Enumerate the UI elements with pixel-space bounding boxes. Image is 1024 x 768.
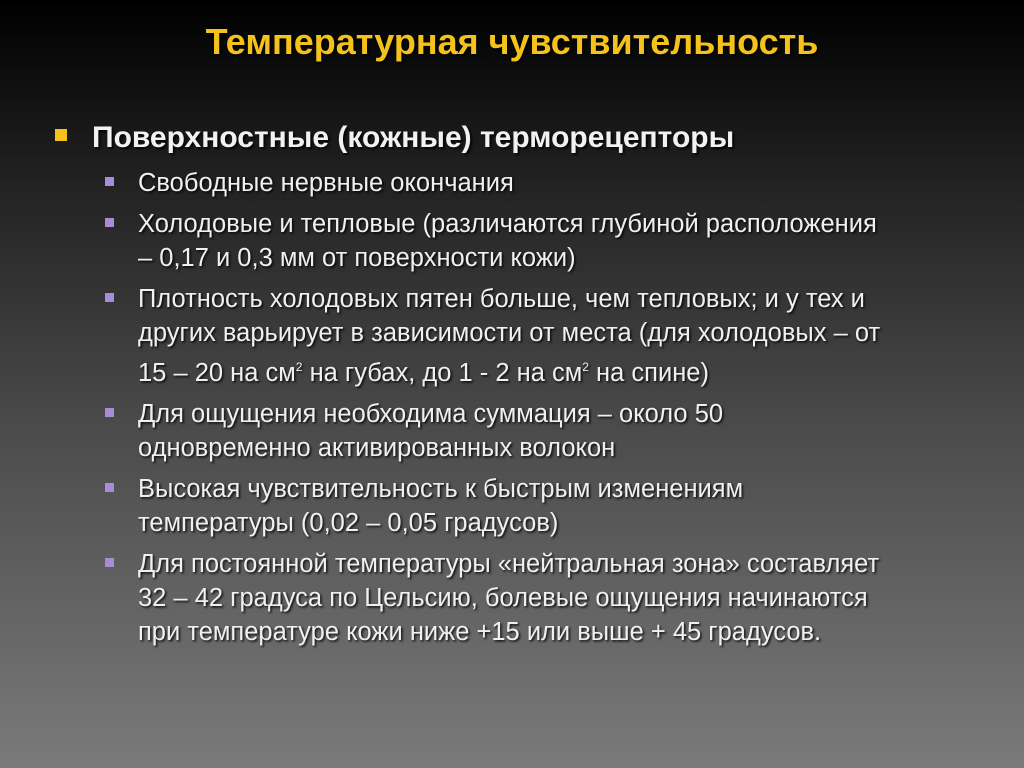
list-item-line: Плотность холодовых пятен больше, чем тепловых; и у тех и [138,285,865,313]
text-segment: на спине) [588,359,709,387]
slide-content [52,118,982,656]
square-bullet-icon [105,408,114,417]
list-item-line: Холодовые и тепловые (различаются глубиной расположения [138,210,877,238]
list-item-line: Свободные нервные окончания [138,169,514,197]
list-item-line: при температуре кожи ниже +15 или выше + 45 градусов. [138,618,822,646]
list-item [52,547,982,649]
list-item-line: Высокая чувствительность к быстрым изменениям [138,475,744,503]
square-bullet-icon [105,218,114,227]
list-item [52,397,982,465]
square-bullet-icon [105,293,114,302]
square-bullet-icon [105,558,114,567]
text-segment: на губах, до 1 - 2 на см [302,359,583,387]
list-item-line: температуры (0,02 – 0,05 градусов) [138,509,559,537]
main-bullet [52,118,982,158]
square-bullet-icon [105,177,114,186]
list-item-line: – 0,17 и 0,3 мм от поверхности кожи) [138,244,576,272]
slide-title: Температурная чувствительность [205,21,819,62]
square-bullet-icon [55,129,67,141]
list-item [52,166,982,200]
list-item-line: одновременно активированных волокон [138,434,616,462]
superscript: 2 [582,360,589,374]
list-item-line [138,350,982,390]
superscript: 2 [295,360,303,374]
list-item-line: Для ощущения необходима суммация – около 50 [138,400,724,428]
list-item [52,472,982,540]
list-item [52,282,982,390]
list-item-line: 32 – 42 градуса по Цельсию, болевые ощущения начинаются [138,584,868,612]
main-bullet-text: Поверхностные (кожные) терморецепторы [92,121,735,154]
list-item-line: других варьирует в зависимости от места (для холодовых – от [138,319,881,347]
text-segment: 15 – 20 на см [138,359,296,387]
list-item-line: Для постоянной температуры «нейтральная зона» составляет [138,550,880,578]
square-bullet-icon [105,483,114,492]
list-item [52,207,982,275]
